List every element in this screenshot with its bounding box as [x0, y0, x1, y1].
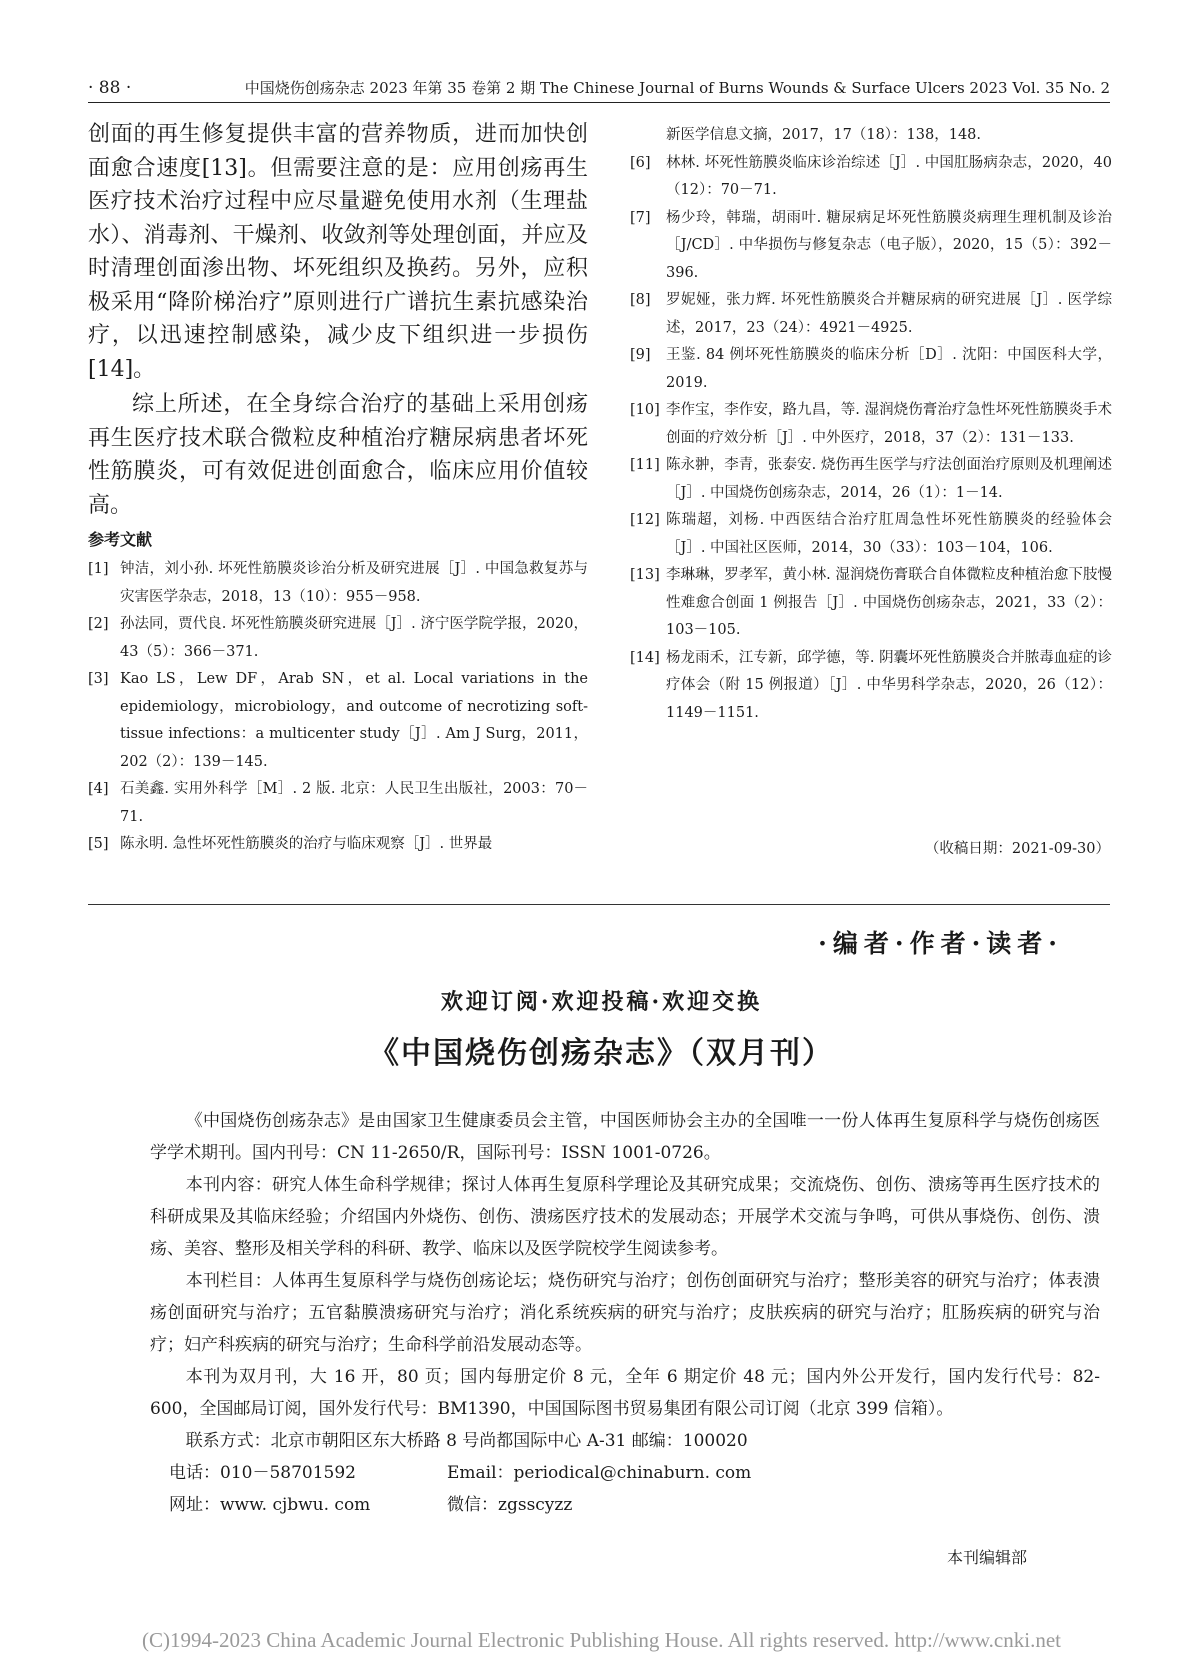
reference-item: [1] 钟洁，刘小孙. 坏死性筋膜炎诊治分析及研究进展［J］. 中国急救复苏与灾害医学杂志，2018，13（10）：955－958.: [88, 561, 588, 605]
body-text: [88, 118, 588, 522]
body-paragraph-1: 创面的再生修复提供丰富的营养物质，进而加快创面愈合速度[13]。但需要注意的是：应用创疡再生医疗技术治疗过程中应尽量避免使用水剂（生理盐水）、消毒剂、干燥剂、收敛剂等处理创面，并应及时清理创面渗出物、坏死组织及换药。另外，应积极采用“降阶梯治疗”原则进行广谱抗生素抗感染治疗，以迅速控制感染，减少皮下组织进一步损伤[14]。: [88, 122, 588, 382]
contact-row: [150, 1489, 1100, 1521]
reference-item: [14] 杨龙雨禾，江专新，邱学德，等. 阴囊坏死性筋膜炎合并脓毒血症的诊疗体会（附 15 例报道）［J］. 中华男科学杂志，2020，26（12）：1149－1151.: [630, 649, 1112, 721]
announcement-paragraph: 本刊内容：研究人体生命科学规律；探讨人体再生复原科学理论及其研究成果；交流烧伤、创伤、溃疡等再生医疗技术的科研成果及其临床经验；介绍国内外烧伤、创伤、溃疡医疗技术的发展动态；开展学术交流与争鸣，可供从事烧伤、创伤、溃疡、美容、整形及相关学科的科研、教学、临床以及医学院校学生阅读参考。: [150, 1175, 1100, 1259]
contact-row: [150, 1457, 1100, 1489]
column-title: ·编者·作者·读者·: [818, 929, 1063, 958]
reference-item: [6] 林林. 坏死性筋膜炎临床诊治综述［J］. 中国肛肠病杂志，2020，40（12）：70－71.: [630, 154, 1112, 198]
reference-item: [11] 陈永翀，李青，张泰安. 烧伤再生医学与疗法创面治疗原则及机理阐述［J］. 中国烧伤创疡杂志，2014，26（1）：1－14.: [630, 457, 1112, 501]
reference-item: [10] 李作宝，李作安，路九昌，等. 湿润烧伤膏治疗急性坏死性筋膜炎手术创面的疗效分析［J］. 中外医疗，2018，37（2）：131－133.: [630, 402, 1112, 446]
body-paragraph-2: 综上所述，在全身综合治疗的基础上采用创疡再生医疗技术联合微粒皮种植治疗糖尿病患者坏死性筋膜炎，可有效促进创面愈合，临床应用价值较高。: [88, 392, 588, 518]
wechat-id: 微信：zgsscyzz: [447, 1495, 573, 1515]
phone-number: 电话：010－58701592: [169, 1463, 356, 1483]
announcement-paragraph: 本刊栏目：人体再生复原科学与烧伤创疡论坛；烧伤研究与治疗；创伤创面研究与治疗；整形美容的研究与治疗；体表溃疡创面研究与治疗；五官黏膜溃疡研究与治疗；消化系统疾病的研究与治疗；皮肤疾病的研究与治疗；肛肠疾病的研究与治疗；妇产科疾病的研究与治疗；生命科学前沿发展动态等。: [150, 1271, 1100, 1355]
page-number: · 88 ·: [88, 78, 132, 98]
announcement-paragraph: 《中国烧伤创疡杂志》是由国家卫生健康委员会主管，中国医师协会主办的全国唯一一份人体再生复原科学与烧伤创疡医学学术期刊。国内刊号：CN 11-2650/R，国际刊号：ISSN 1001-0726。: [150, 1111, 1100, 1163]
reference-item: [4] 石美鑫. 实用外科学［M］. 2 版. 北京：人民卫生出版社，2003：70－71.: [88, 781, 588, 825]
editorial-signoff: 本刊编辑部: [946, 1548, 1027, 1567]
announcement-paragraph: 联系方式：北京市朝阳区东大桥路 8 号尚都国际中心 A-31 邮编：100020: [185, 1431, 748, 1451]
reference-item: [7] 杨少玲，韩瑞，胡雨叶. 糖尿病足坏死性筋膜炎病理生理机制及诊治［J/CD］. 中华损伤与修复杂志（电子版），2020，15（5）：392－396.: [630, 209, 1112, 281]
reference-continuation: 新医学信息文摘，2017，17（18）：138，148.: [666, 127, 982, 143]
references-left: [88, 556, 588, 859]
announcement-body: [150, 1105, 1100, 1521]
left-column: [88, 118, 588, 859]
reference-item: [5] 陈永明. 急性坏死性筋膜炎的治疗与临床观察［J］. 世界最: [88, 836, 493, 852]
announcement-paragraph: 本刊为双月刊，大 16 开，80 页；国内每册定价 8 元，全年 6 期定价 48 元；国内外公开发行，国内发行代号：82-600，全国邮局订阅，国外发行代号：BM1390，中国国际图书贸易集团有限公司订阅（北京 399 信箱）。: [150, 1367, 1100, 1419]
email-address: Email：periodical@chinaburn. com: [447, 1463, 752, 1483]
section-divider: [88, 904, 1110, 905]
reference-item: [12] 陈瑞超，刘杨. 中西医结合治疗肛周急性坏死性筋膜炎的经验体会［J］. 中国社区医师，2014，30（33）：103－104，106.: [630, 512, 1112, 556]
references-heading: 参考文献: [88, 530, 153, 549]
journal-info: 中国烧伤创疡杂志 2023 年第 35 卷第 2 期 The Chinese Journal of Burns Wounds & Surface Ulcers 2023 Vol. 35 No. 2: [244, 79, 1110, 97]
reference-item: [3] Kao LS，Lew DF，Arab SN，et al. Local variations in the epidemiology，microbiology，and outcome of necrotizing soft-tissue infections：a multicenter study［J］. Am J Surg，2011，202（2）：139－145.: [88, 671, 588, 770]
reference-item: [8] 罗妮娅，张力辉. 坏死性筋膜炎合并糖尿病的研究进展［J］. 医学综述，2017，23（24）：4921－4925.: [630, 292, 1112, 336]
received-date: （收稿日期：2021-09-30）: [924, 841, 1110, 857]
copyright-watermark: (C)1994-2023 China Academic Journal Electronic Publishing House. All rights reserved. http://www.cnki.net: [142, 1628, 1061, 1652]
header-divider: [88, 102, 1110, 103]
announcement-subtitle: 欢迎订阅·欢迎投稿·欢迎交换: [440, 989, 763, 1015]
reference-item: [9] 王鉴. 84 例坏死性筋膜炎的临床分析［D］. 沈阳：中国医科大学，2019.: [630, 347, 1112, 391]
website-address: 网址：www. cjbwu. com: [169, 1495, 371, 1515]
right-column: [630, 122, 1112, 727]
reference-item: [13] 李琳琳，罗孝军，黄小林. 湿润烧伤膏联合自体微粒皮种植治愈下肢慢性难愈合创面 1 例报告［J］. 中国烧伤创疡杂志，2021，33（2）：103－105.: [630, 567, 1112, 638]
running-header: [88, 74, 1110, 102]
announcement-title: 《中国烧伤创疡杂志》（双月刊）: [369, 1036, 834, 1071]
reference-item: [2] 孙法同，贾代良. 坏死性筋膜炎研究进展［J］. 济宁医学院学报，2020，43（5）：366－371.: [88, 616, 588, 660]
